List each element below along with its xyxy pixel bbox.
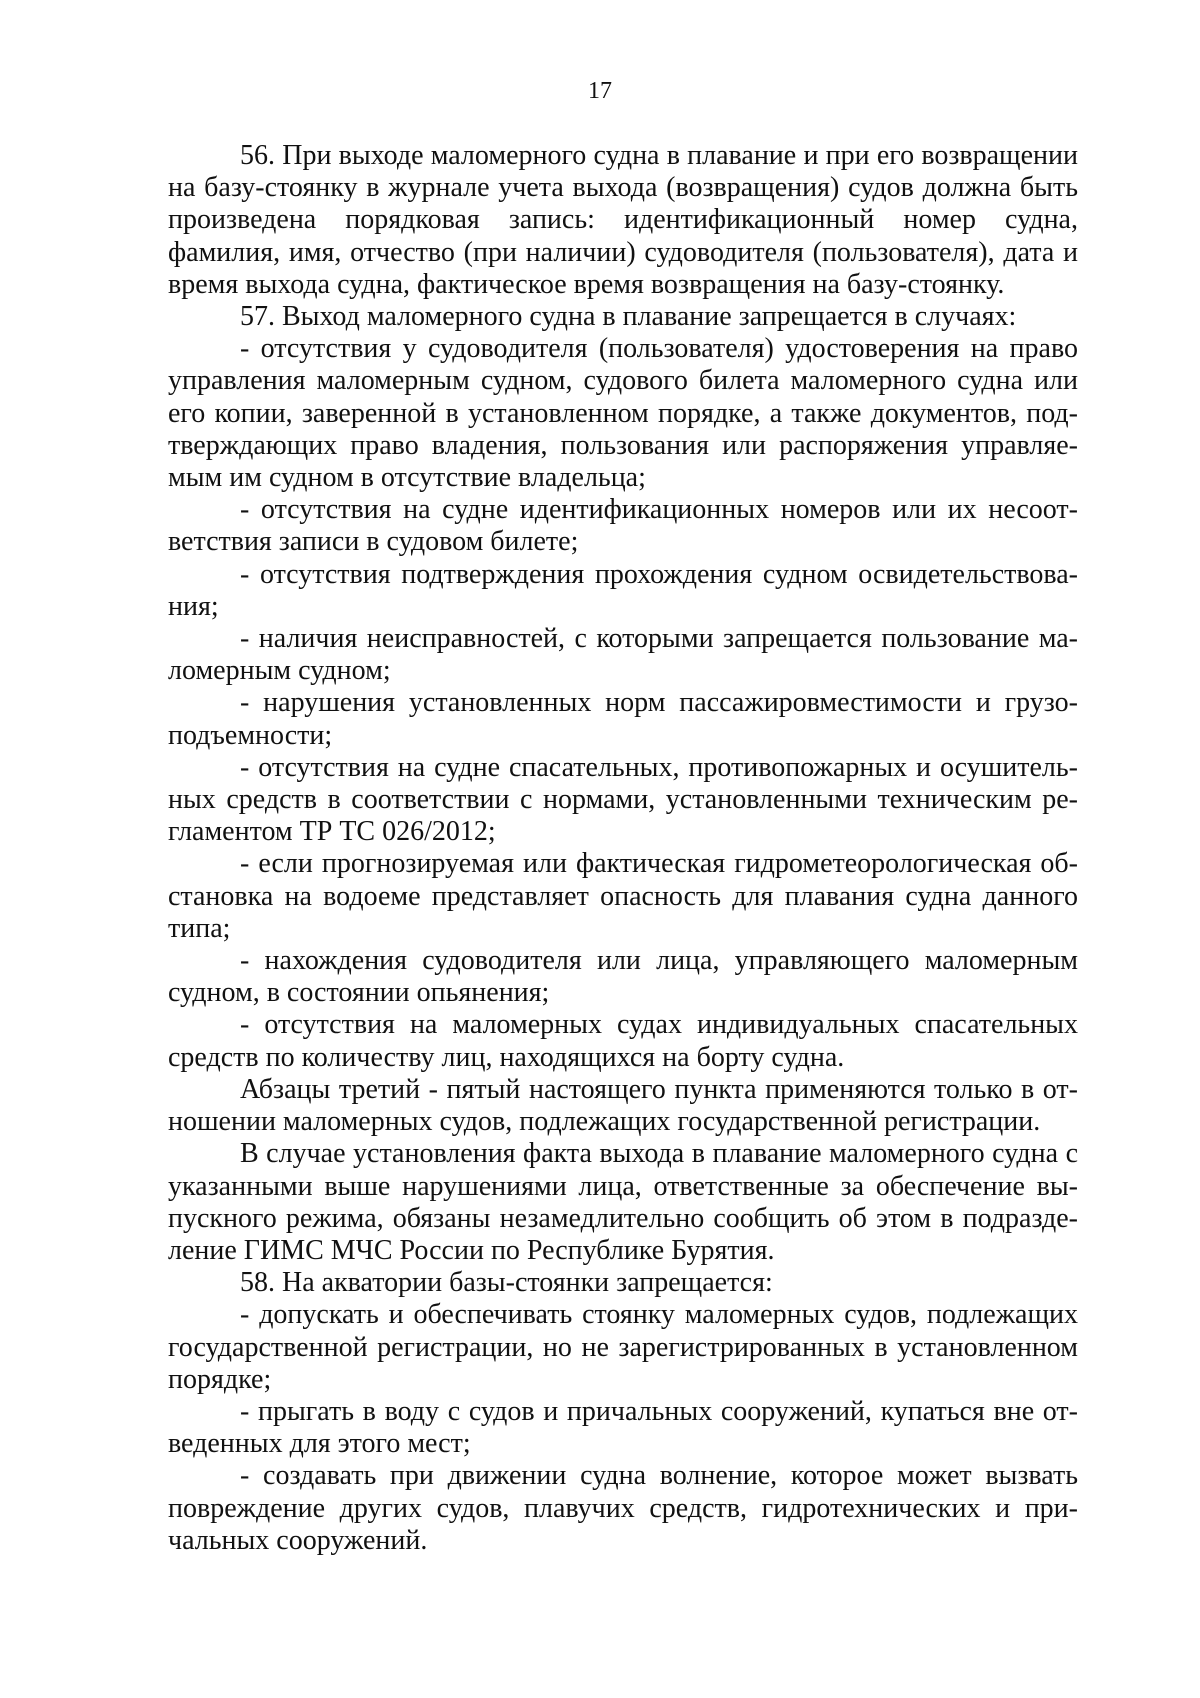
paragraph-scope-note: Абзацы третий - пятый настоящего пункта применяются только в отношении маломерных судов, подлежащих государственной регистрации.: [168, 1073, 1078, 1138]
paragraph-item-58: 58. На акватории базы-стоянки запрещается:: [240, 1267, 773, 1299]
list-item-no-inspection: - отсутствия подтверждения прохождения судном освидетельствования;: [168, 558, 1078, 622]
list-item-no-safety-equipment: - отсутствия на судне спасательных, противопожарных и осушительных средств в соответствии с нормами, установленными техническим регламентом ТР ТС 026/2012;: [168, 751, 1078, 848]
paragraph-item-56: 56. При выходе маломерного судна в плавание и при его возвращении на базу-стоянку в журнале учета выхода (возвращения) судов должна быть произведена порядковая запись: идентификационный номер судна, фамилия, имя, отчество (при наличии) судоводителя (пользователя), дата и время выхода судна, фактическое время возвращения на базу-стоянку.: [168, 140, 1078, 300]
list-item-intoxication: - нахождения судоводителя или лица, управляющего маломерным судном, в состоянии опьянения;: [168, 945, 1078, 1009]
list-item-no-id-numbers: - отсутствия на судне идентификационных номеров или их несоответствия записи в судовом билете;: [168, 494, 1078, 558]
list-item-no-jumping: - прыгать в воду с судов и причальных сооружений, купаться вне отведенных для этого мест;: [168, 1395, 1078, 1460]
page-number: 17: [588, 78, 612, 104]
list-item-no-waves: - создавать при движении судна волнение, которое может вызвать повреждение других судов, плавучих средств, гидротехнических и причальных сооружений.: [168, 1460, 1078, 1556]
paragraph-violation-report: В случае установления факта выхода в плавание маломерного судна с указанными выше нарушениями лица, ответственные за обеспечение выпускного режима, обязаны незамедлительно сообщить об этом в подразделение ГИМС МЧС России по Республике Бурятия.: [168, 1138, 1078, 1266]
paragraph-item-57: 57. Выход маломерного судна в плавание запрещается в случаях:: [240, 301, 1017, 333]
list-item-malfunctions: - наличия неисправностей, с которыми запрещается пользование маломерным судном;: [168, 623, 1078, 687]
list-item-no-life-jackets: - отсутствия на маломерных судах индивидуальных спасательных средств по количеству лиц, находящихся на борту судна.: [168, 1009, 1078, 1073]
list-item-weather-danger: - если прогнозируемая или фактическая гидрометеорологическая обстановка на водоеме представляет опасность для плавания судна данного типа;: [168, 848, 1078, 944]
document-body: [168, 140, 1078, 1557]
list-item-unregistered-mooring: - допускать и обеспечивать стоянку маломерных судов, подлежащих государственной регистрации, но не зарегистрированных в установленном порядке;: [168, 1299, 1078, 1395]
list-item-no-license: - отсутствия у судоводителя (пользователя) удостоверения на право управления маломерным судном, судового билета маломерного судна или его копии, заверенной в установленном порядке, а также документов, подтверждающих право владения, пользования или распоряжения управляемым им судном в отсутствие владельца;: [168, 333, 1078, 494]
list-item-capacity-violation: - нарушения установленных норм пассажировместимости и грузоподъемности;: [168, 687, 1078, 751]
